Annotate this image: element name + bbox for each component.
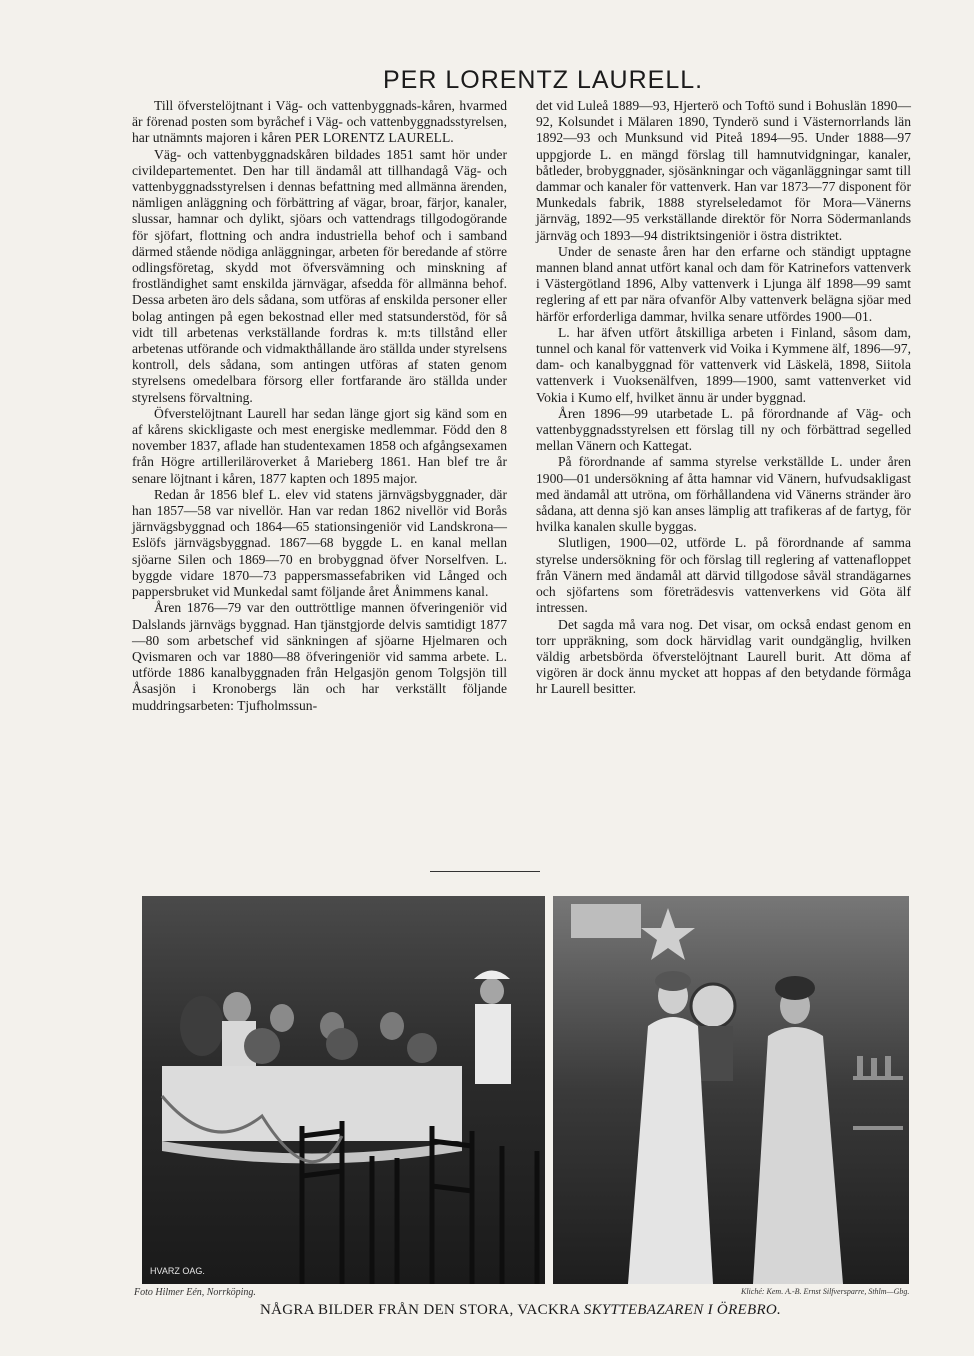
paragraph: Åren 1876—79 var den outtröttlige mannen öfveringeniör vid Dalslands järnvägs byggnad. Han tjänstgjorde delvis samtidigt 1877—80 som arbetschef vid sänkningen af sjöarne Hjelmaren och Qvismaren och var 1880—88 öfveringeniör vid samma arbete. L. utförde 1886 kanalbyggnaden från Helgasjön genom Tolgsjön till Åsasjön i Kronobergs län och har verkställt följande muddringsarbeten: Tjufholmssun- (132, 600, 507, 713)
paragraph: det vid Luleå 1889—93, Hjerterö och Toftö sund i Bohuslän 1890—92, Kolsundet i Mälaren 1890, Tynderö sund i Västernorrlands län 1892—93 och Munksund vid Piteå 1894—95. Under 1888—97 uppgjorde L. en mängd förslag till hamnutvidgningar, kanaler, båtleder, brobyggnader, sjösänkningar och väganläggningar samt till dammar och kanaler för vattenverk. Han var 1873—77 disponent för Munkedals fabrik, 1888 styrelseledamot för Mora—Vänerns järnväg, 1892—95 verkställande direktör för Norra Södermanlands järnväg och 1893—94 distriktsingeniör i östra distriktet. (536, 98, 911, 243)
bazaar-women-photo (553, 896, 909, 1284)
paragraph: Under de senaste åren har den erfarne och ständigt upptagne mannen bland annat utfört kanal och dam för Katrinefors vattenverk i Västergötland 1896, Alby vattenverk i Ljunga älf 1898—99 samt reglering af ett par nära ofvanför Alby vattenverk belägna sjöar med härför erforderliga dammar, hvilka senare utfördes 1900—01. (536, 243, 911, 324)
paragraph: På förordnande af samma styrelse verkställde L. under åren 1900—01 undersökning af åtta hamnar vid Vänern, hufvudsakligast med ändamål att utröna, om förhållandena vid Vänerns stränder äro sådana, att denna sjö kan anses lämplig att trafikeras af de fartyg, för hvilka kanalen skulle byggas. (536, 454, 911, 535)
section-divider (430, 871, 540, 872)
cliche-credit: Kliché: Kem. A.-B. Ernst Silfversparre, Sthlm—Gbg. (741, 1287, 910, 1296)
photo-watermark: HVARZ OAG. (150, 1266, 205, 1276)
paragraph: Väg- och vattenbyggnadskåren bildades 1851 samt hör under civildepartementet. Den har till ändamål att tillhandagå Väg- och vattenbyggnadsstyrelsen i dennas befattning med allmänna ärenden, nämligen anläggning och förbättring af vägar, broar, färjor, kanaler, slussar, hamnar och dylikt, sjöars och vattendrags tillgodogörande för sjöfart, flottning och andra industriella behof och i samband därmed stående nödiga anläggningar, arbeten för beredande af större odlingsföretag, skydd mot öfversvämning och minskning af frostländighet samt enskilda järnvägar, afsedda för allmänna behof. Dessa arbeten äro dels sådana, som utföras af enskilda personer eller bolag antingen på egen bekostnad eller med statsunderstöd, för så vidt till arbetenas verkställande fordras k. m:ts tillstånd eller arbetenas utförande och vidmakthållande äro ställda under styrelsens kontroll, dels sådana, som antingen utföras af staten genom styrelsens omedelbara försorg eller fortfarande äro ställda under styrelsens förvaltning. (132, 146, 507, 405)
photo-credit: Foto Hilmer Eén, Norrköping. (134, 1287, 256, 1298)
paragraph: L. har äfven utfört åtskilliga arbeten i Finland, såsom dam, tunnel och kanal för vattenverk vid Voika i Kymmene älf, 1896—97, dam- och kanalbyggnad för vattenverk vid Läskelä, 1898, Siitola vattenverk i Vuoksenälfven, 1899—1900, samt vattenverket vid Vokia i Kumo elf, hvilket ännu är under byggnad. (536, 324, 911, 405)
photo-caption (260, 1302, 860, 1319)
article-title: PER LORENTZ LAURELL. (383, 66, 704, 94)
paragraph: Det sagda må vara nog. Det visar, om också endast genom en torr uppräkning, som dock härvidlag varit oundgänglig, hvilken väldig arbetsbörda öfverstelöjtnant Laurell burit. Att döma af vigören är dock ännu mycket att hoppas af den betydande förmåga hr Laurell besitter. (536, 616, 911, 697)
paragraph: Åren 1896—99 utarbetade L. på förordnande af Väg- och vattenbyggnadsstyrelsen ett förslag till ny och förbättrad segelled mellan Vänern och Kattegat. (536, 405, 911, 454)
paragraph: Slutligen, 1900—02, utförde L. på förordnande af samma styrelse undersökning för och förslag till reglering af vattenafloppet från Vänern med ändamål att därvid tillgodose såväl strandägarnes och sjöfartens som företrädesvis vattenverkens vid Göta älf intressen. (536, 535, 911, 616)
bazaar-tables-illustration (142, 896, 545, 1284)
bazaar-women-illustration (553, 896, 909, 1284)
paragraph: Öfverstelöjtnant Laurell har sedan länge gjort sig känd som en af kårens skickligaste och mest energiske medlemmar. Född den 8 november 1837, aflade han studentexamen 1858 och afgångsexamen från Högre artilleriläroverket å Marieberg 1861. Han blef tre år senare löjtnant i kåren, 1877 kapten och 1895 major. (132, 405, 507, 486)
left-text-column (132, 98, 507, 714)
right-text-column (536, 98, 911, 698)
paragraph: Till öfverstelöjtnant i Väg- och vattenbyggnads-kåren, hvarmed är förenad posten som byråchef i Väg- och vattenbyggnadsstyrelsen, har utnämnts majoren i kåren PER LORENTZ LAURELL. (132, 98, 507, 146)
bazaar-tables-photo (142, 896, 545, 1284)
caption-emphasis: SKYTTEBAZAREN I ÖREBRO. (583, 1302, 782, 1318)
caption-text: NÅGRA BILDER FRÅN DEN STORA, VACKRA (260, 1302, 584, 1318)
paragraph: Redan år 1856 blef L. elev vid statens järnvägsbyggnader, där han 1857—58 var nivellör. Han var redan 1862 nivellör vid Borås järnvägsbyggnad och 1864—65 stationsingeniör vid Landskrona—Eslöfs järnvägsbyggnad. 1867—68 byggde L. en kanal mellan sjöarne Silen och 1869—70 en brobyggnad öfver Norselfven. L. byggde vidare 1870—73 pappersmassefabriken vid Långed och pappersbruket vid Munkedal samt följande året Ånimmens kanal. (132, 486, 507, 600)
